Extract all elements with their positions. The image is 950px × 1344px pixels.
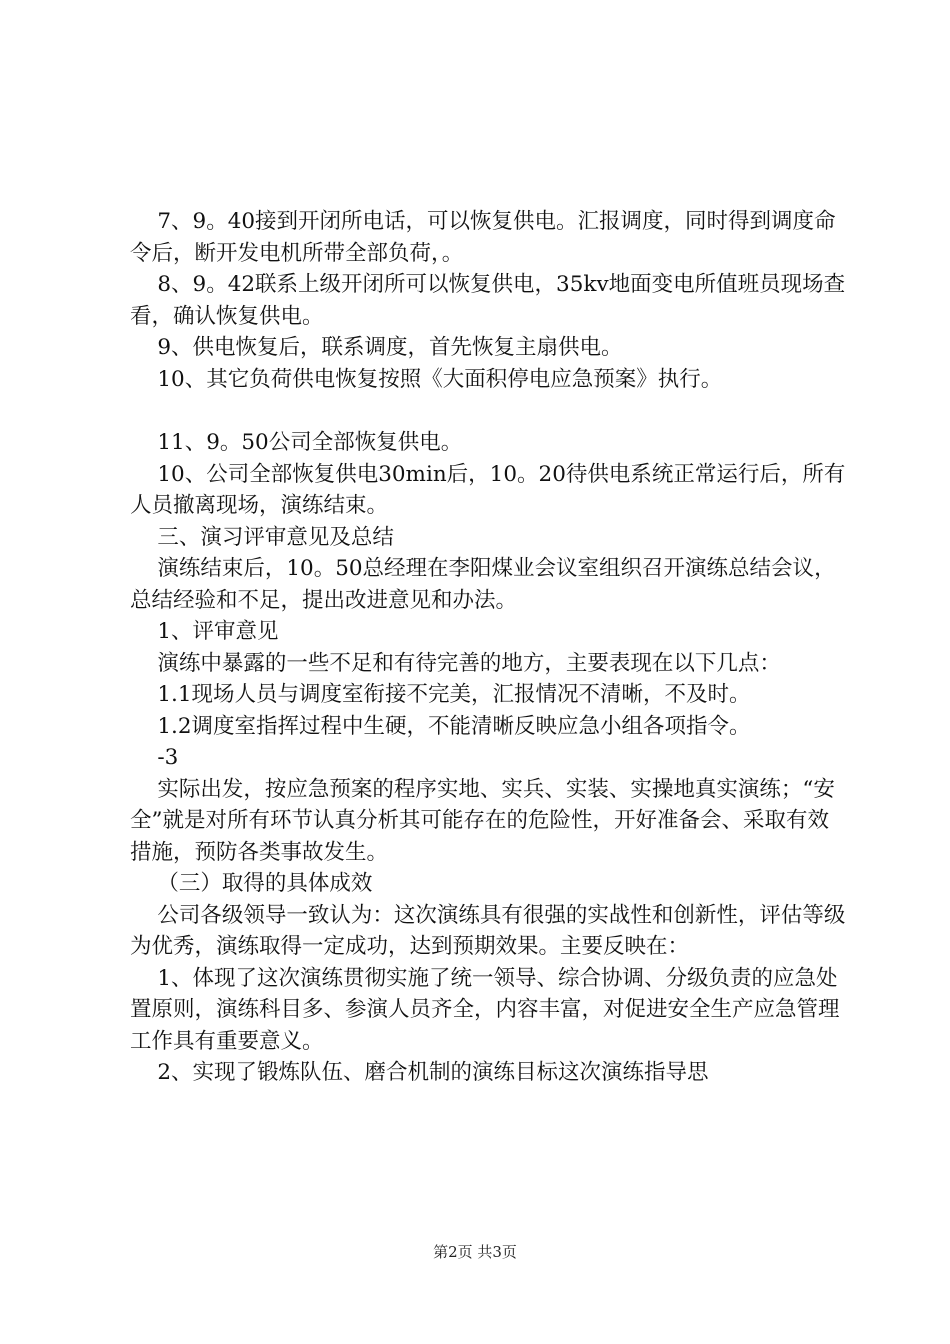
subsection-heading: 1、评审意见 [130,619,279,644]
list-item: 1.2调度室指挥过程中生硬，不能清晰反映应急小组各项指令。 [130,713,751,739]
paragraph: 10、其它负荷供电恢复按照《大面积停电应急预案》执行。 [130,366,723,392]
section-heading: 三、演习评审意见及总结 [130,524,394,550]
paragraph: 演练中暴露的一些不足和有待完善的地方，主要表现在以下几点： [130,650,781,676]
document-body [130,206,850,1089]
page-footer: 第2页 共3页 [433,1243,517,1261]
paragraph: 实际出发，按应急预案的程序实地、实兵、实装、实操地真实演练；“安全”就是对所有环节认真分析其可能存在的危险性，开好准备会、采取有效措施，预防各类事故发生。 [130,776,835,865]
paragraph-spacer [130,395,850,427]
paragraph: 8、9。42联系上级开闭所可以恢复供电，35kv地面变电所值班员现场查看，确认恢复供电。 [130,272,846,329]
subsection-heading: （三）取得的具体成效 [130,871,373,896]
paragraph: 11、9。50公司全部恢复供电。 [130,430,463,455]
list-item: 1、体现了这次演练贯彻实施了统一领导、综合协调、分级负责的应急处置原则，演练科目多、参演人员齐全，内容丰富，对促进安全生产应急管理工作具有重要意义。 [130,965,840,1054]
paragraph: 10、公司全部恢复供电30min后，10。20待供电系统正常运行后，所有人员撤离现场，演练结束。 [130,461,846,518]
paragraph: 演练结束后，10。50总经理在李阳煤业会议室组织召开演练总结会议，总结经验和不足，提出改进意见和办法。 [130,556,836,613]
paragraph: 公司各级领导一致认为：这次演练具有很强的实战性和创新性，评估等级为优秀，演练取得一定成功，达到预期效果。主要反映在： [130,902,846,959]
list-item: 2、实现了锻炼队伍、磨合机制的演练目标这次演练指导思 [130,1060,709,1085]
page-marker: -3 [130,745,179,770]
paragraph: 7、9。40接到开闭所电话，可以恢复供电。汇报调度，同时得到调度命令后，断开发电机所带全部负荷，。 [130,209,836,266]
list-item: 1.1现场人员与调度室衔接不完美，汇报情况不清晰，不及时。 [130,682,751,707]
paragraph: 9、供电恢复后，联系调度，首先恢复主扇供电。 [130,335,623,360]
